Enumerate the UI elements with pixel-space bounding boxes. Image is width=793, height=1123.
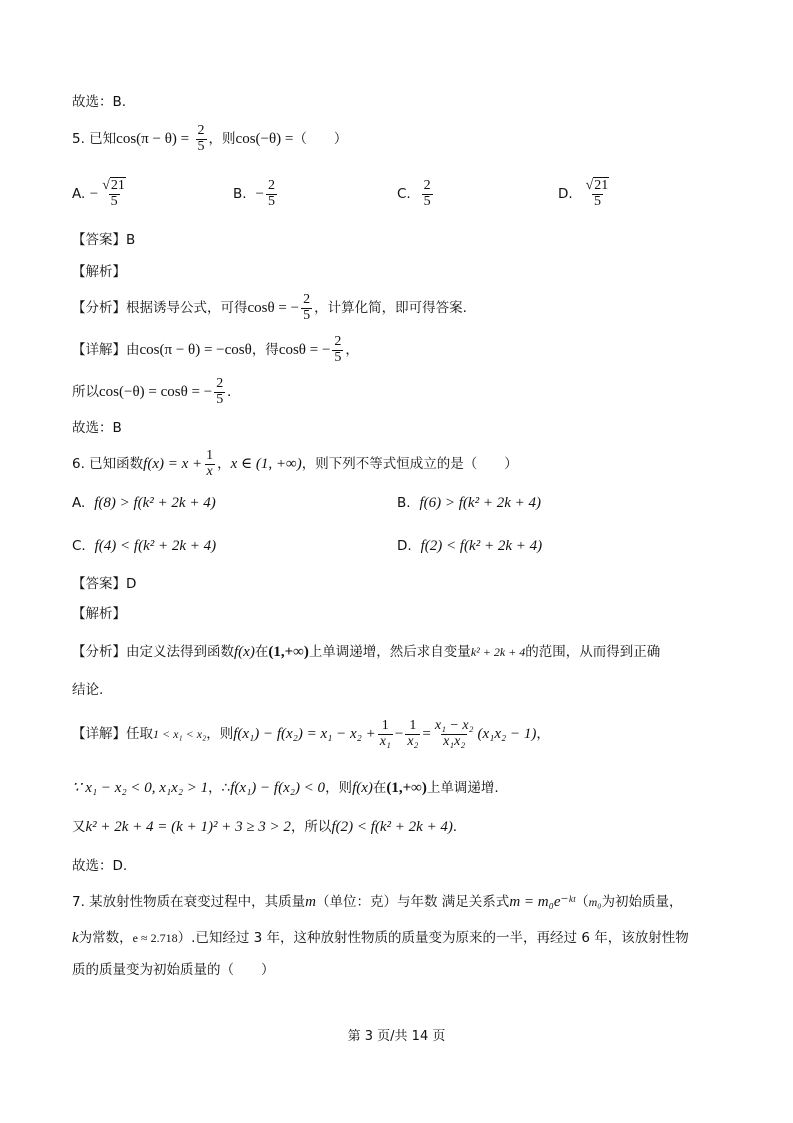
q5-option-c: C. $\frac{2}{5}$ — [397, 177, 431, 209]
q6-stem: 6. 已知函数f(x) = x + $\frac{1}{x}$ ，x ∈ (1, +∞)，则下列不等式恒成立的是（ ） — [72, 447, 518, 479]
q6-because: ∵ x₁ − x₂ < 0, x₁x₂ > 1，∴f(x₁) − f(x₂) < 0，则f(x)在(1,+∞)上单调递增. — [72, 780, 499, 796]
q6-option-d: D. f(2) < f(k² + 2k + 4) — [397, 538, 543, 554]
q5-suoyi: 所以cos(−θ) = cosθ = − $\frac{2}{5}$ . — [72, 375, 231, 407]
q6-conclusion: 故选：D. — [72, 858, 128, 874]
q6-option-a: A. f(8) > f(k² + 2k + 4) — [72, 495, 216, 511]
q5-xiangjie: 【详解】由cos(π − θ) = −cosθ，得cosθ = − $\frac{2}{5}$ ， — [72, 333, 359, 365]
q6-you: 又k² + 2k + 4 = (k + 1)² + 3 ≥ 3 > 2，所以f(2) < f(k² + 2k + 4). — [72, 819, 457, 835]
q5-conclusion: 故选：B — [72, 420, 122, 436]
q6-answer: 【答案】D — [72, 576, 137, 592]
q6-xiangjie: 【详解】任取1 < x₁ < x₂，则f(x₁) − f(x₂) = x₁ − x₂ + $\frac{1}{\text{x₁}}$ − $\frac{1}{\text{x₂}}$ = $\frac{\text{x₁ − x₂}}{\text{x₁x₂}}$ (x₁x₂ − 1)， — [72, 717, 550, 749]
q6-fenxi-line2: 结论. — [72, 682, 104, 698]
q7-line3: 质的质量变为初始质量的（ ） — [72, 962, 275, 978]
q6-fenxi-line1: 【分析】由定义法得到函数f(x)在(1,+∞)上单调递增，然后求自变量k² + 2k + 4的范围，从而得到正确 — [72, 644, 661, 660]
q5-option-a: A. − $\frac{√21}{5}$ — [72, 177, 125, 209]
q5-stem: 5. 已知cos(π − θ) = $\frac{2}{5}$ ，则cos(−θ) =（ ） — [72, 122, 348, 154]
q4-conclusion: 故选：B. — [72, 94, 127, 110]
q7-line2: k为常数，e ≈ 2.718）.已知经过 3 年，这种放射性物质的质量变为原来的一半，再经过 6 年，该放射性物 — [72, 930, 689, 946]
q6-option-b: B. f(6) > f(k² + 2k + 4) — [397, 495, 541, 511]
q5-option-d: D. $\frac{√21}{5}$ — [558, 177, 609, 209]
q7-line1: 7. 某放射性物质在衰变过程中，其质量m（单位：克）与年数 满足关系式m = m₀e⁻ᵏᵗ（m₀为初始质量， — [72, 894, 683, 910]
q5-stem-fraction: $\frac{2}{5}$ — [197, 122, 205, 154]
q5-analysis-head: 【解析】 — [72, 264, 126, 280]
q5-answer: 【答案】B — [72, 232, 136, 248]
q6-option-c: C. f(4) < f(k² + 2k + 4) — [72, 538, 217, 554]
q5-fenxi: 【分析】根据诱导公式，可得cosθ = − $\frac{2}{5}$ ，计算化简，即可得答案. — [72, 291, 467, 323]
q6-analysis-head: 【解析】 — [72, 606, 126, 622]
page-footer: 第 3 页/共 14 页 — [347, 1029, 446, 1044]
q5-option-b: B. − $\frac{2}{5}$ — [233, 177, 275, 209]
